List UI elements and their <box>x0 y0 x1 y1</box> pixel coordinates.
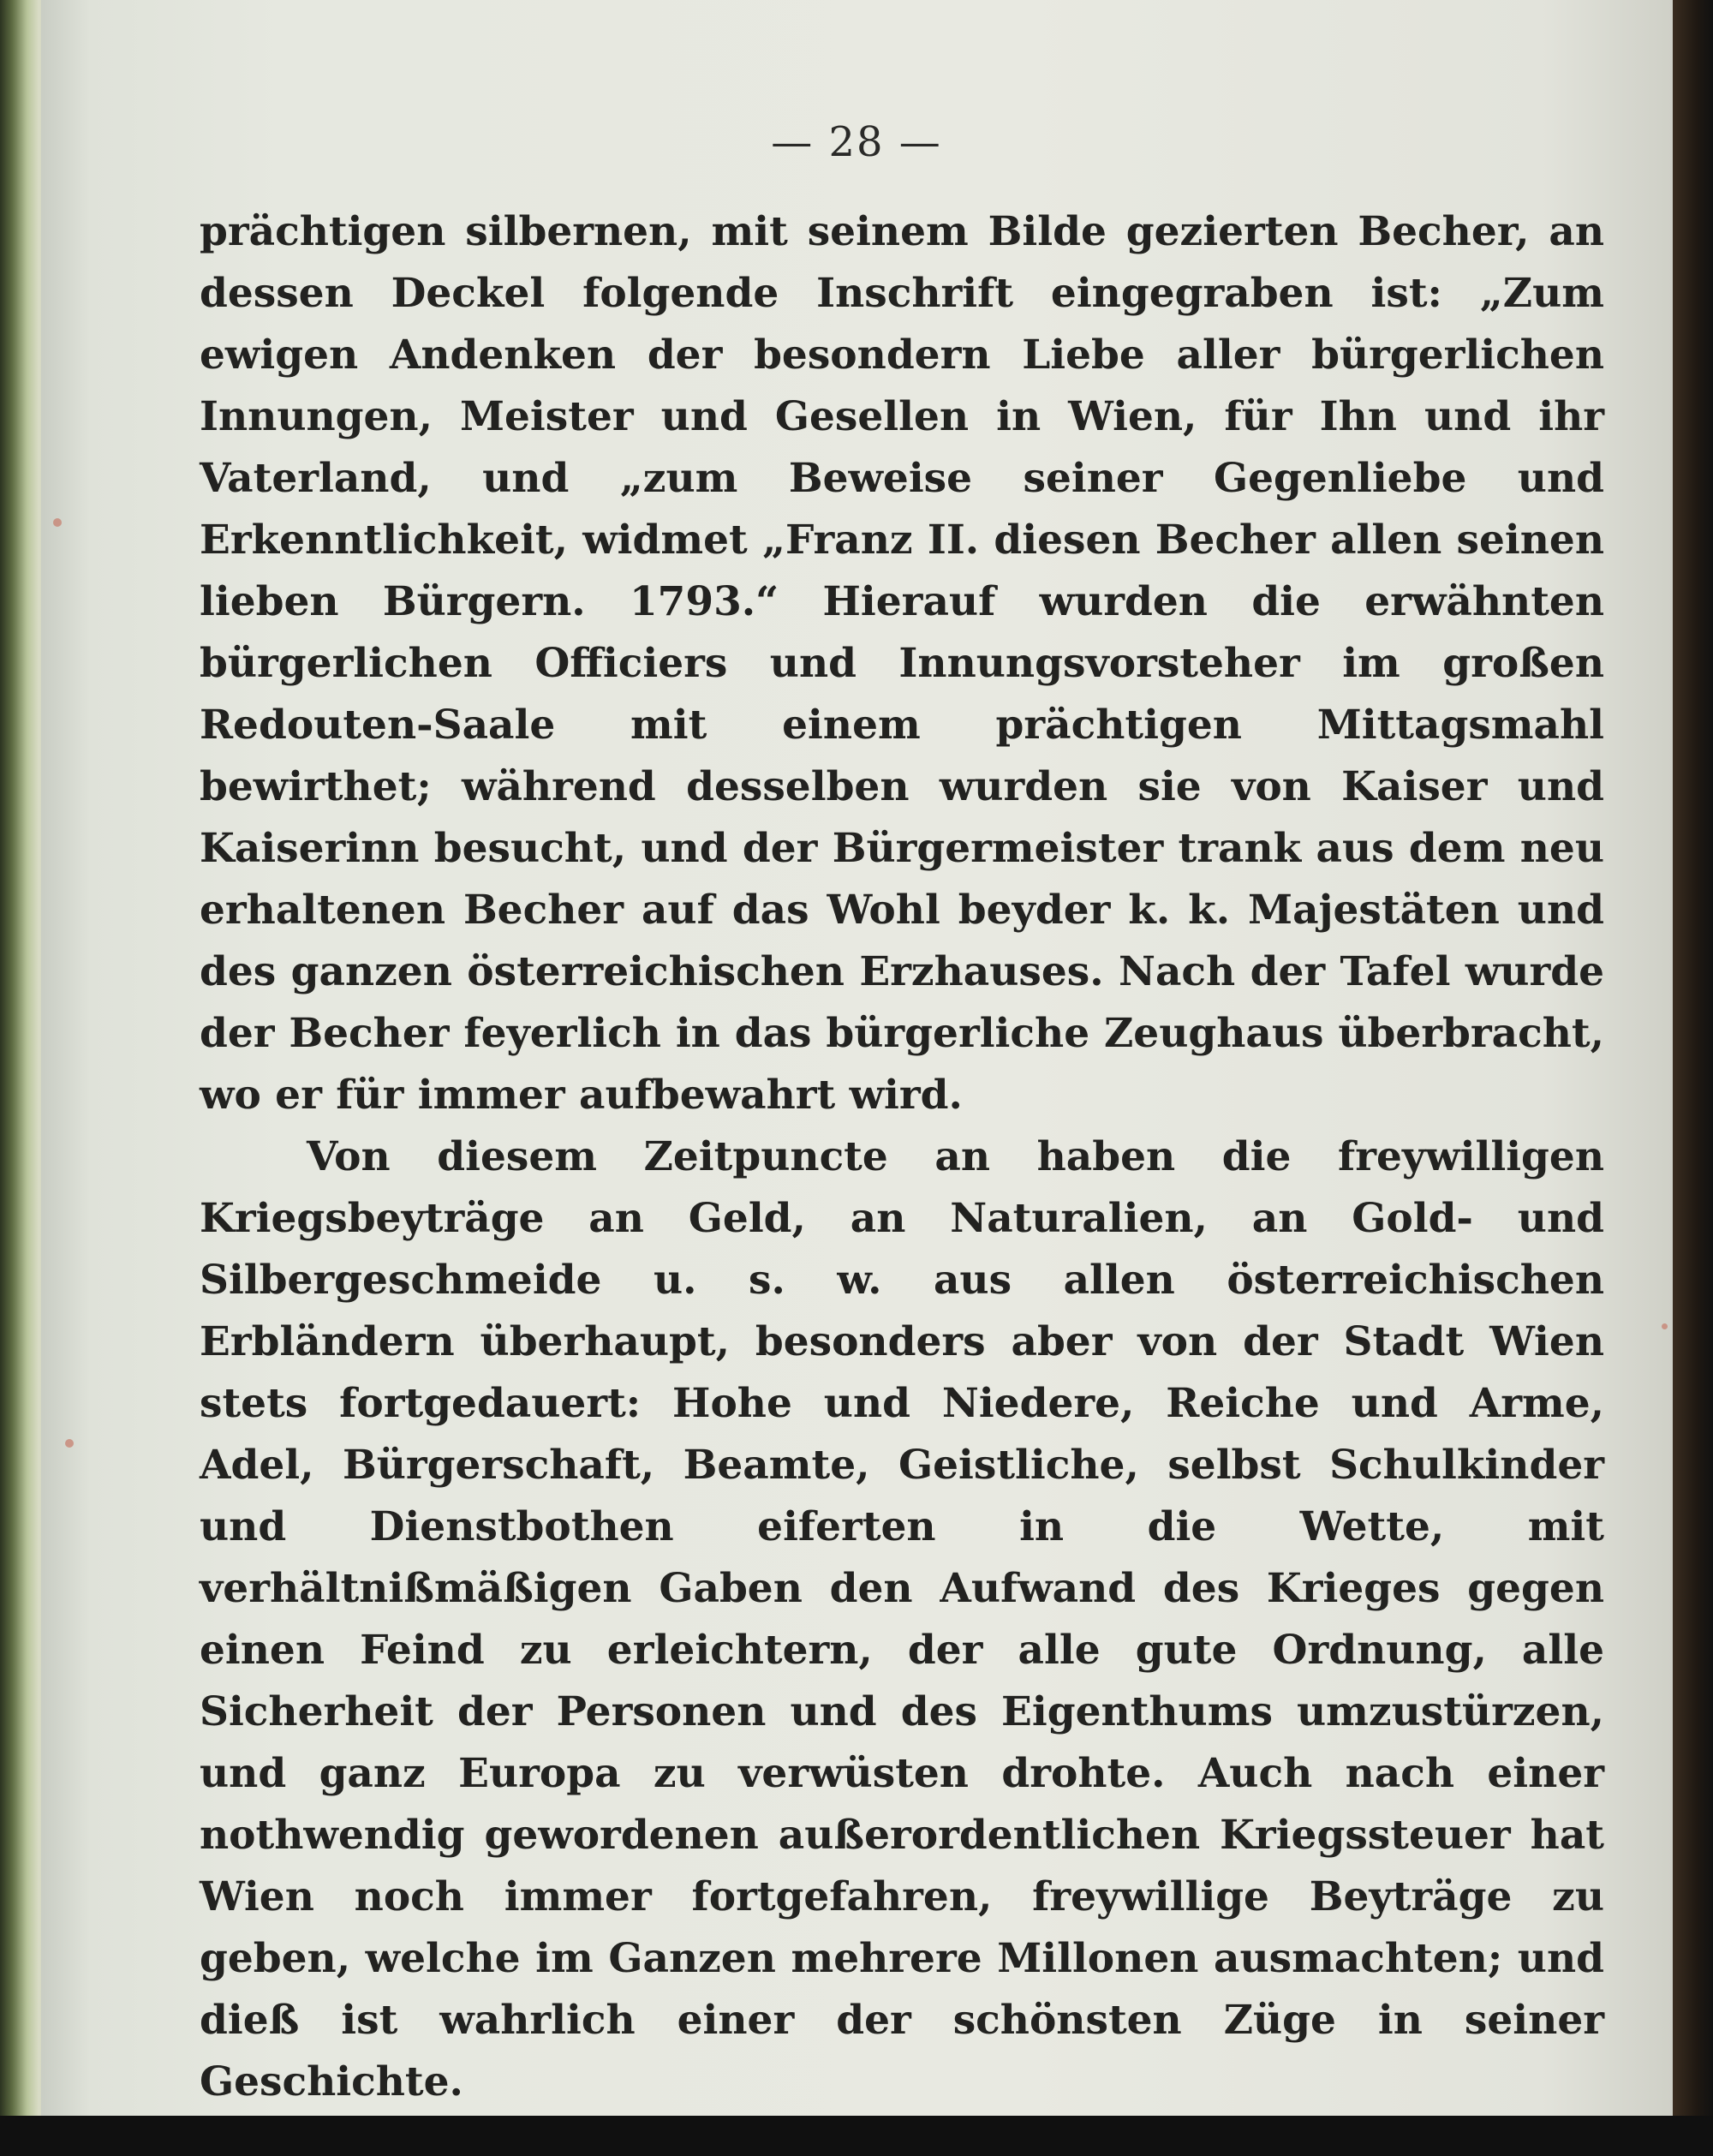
page-number: — 28 — <box>771 118 942 166</box>
paragraph: prächtigen silbernen, mit seinem Bilde gezierten Becher, an dessen Deckel folgende Inschrift eingegraben ist: „Zum ewigen Andenken der besondern Liebe aller bürgerlichen Innungen, Meister und Gesellen in Wien, für Ihn und ihr Vaterland, und „zum Beweise seiner Gegenliebe und Erkenntlichkeit, widmet „Franz II. diesen Becher allen seinen lieben Bürgern. 1793.“ Hierauf wurden die erwähnten bürgerlichen Officiers und Innungsvorsteher im großen Redouten-Saale mit einem prächtigen Mittagsmahl bewirthet; während desselben wurden sie von Kaiser und Kaiserinn besucht, und der Bürgermeister trank aus dem neu erhaltenen Becher auf das Wohl beyder k. k. Majestäten und des ganzen österreichischen Erzhauses. Nach der Tafel wurde der Becher feyerlich in das bürgerliche Zeughaus überbracht, wo er für immer aufbewahrt wird. <box>200 208 1604 1119</box>
body-text <box>200 201 1604 2113</box>
scan-background <box>0 2116 1713 2156</box>
paragraph: Von diesem Zeitpuncte an haben die freywilligen Kriegsbeyträge an Geld, an Naturalien, an Gold- und Silbergeschmeide u. s. w. aus allen österreichischen Erbländern überhaupt, besonders aber von der Stadt Wien stets fortgedauert: Hohe und Niedere, Reiche und Arme, Adel, Bürgerschaft, Beamte, Geistliche, selbst Schulkinder und Dienstbothen eiferten in die Wette, mit verhältnißmäßigen Gaben den Aufwand des Krieges gegen einen Feind zu erleichtern, der alle gute Ordnung, alle Sicherheit der Personen und des Eigenthums umzustürzen, und ganz Europa zu verwüsten drohte. Auch nach einer nothwendig gewordenen außerordentlichen Kriegssteuer hat Wien noch immer fortgefahren, freywillige Beyträge zu geben, welche im Ganzen mehrere Millonen ausmachten; und dieß ist wahrlich einer der schönsten Züge in seiner Geschichte. <box>200 1133 1604 2105</box>
book-cover-board <box>1673 0 1713 2116</box>
